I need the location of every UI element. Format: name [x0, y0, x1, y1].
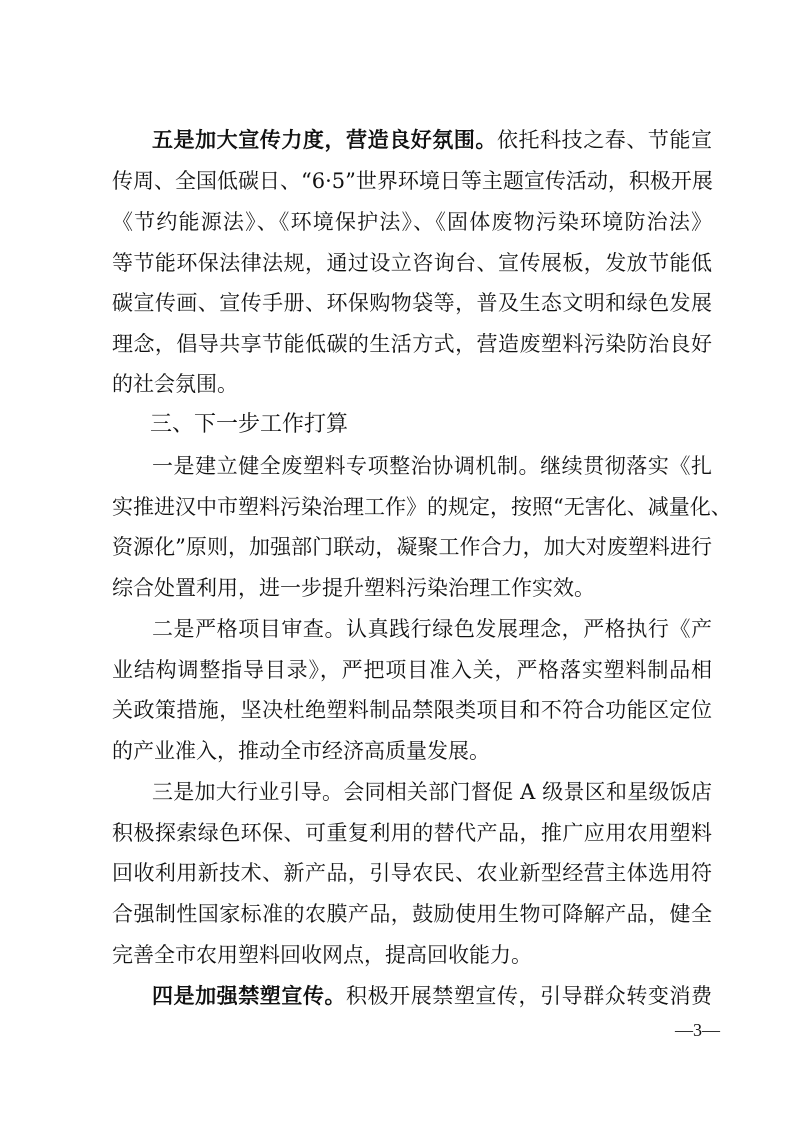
paragraph-line: 合强制性国家标准的农膜产品，鼓励使用生物可降解产品，健全	[112, 902, 712, 926]
section-heading: 三、下一步工作打算	[150, 412, 349, 437]
paragraph-text: 依托科技之春、节能宣	[496, 128, 713, 152]
paragraph-line: 综合处置利用，进一步提升塑料污染治理工作实效。	[112, 576, 595, 600]
paragraph-line: 《节约能源法》、《环境保护法》、《固体废物污染环境防治法》	[112, 210, 712, 234]
paragraph-lead: 四是加强禁塑宣传。	[152, 983, 347, 1008]
paragraph-line: 二是严格项目审查。认真践行绿色发展理念，严格执行《产	[152, 617, 712, 641]
paragraph-line: 的产业准入，推动全市经济高质量发展。	[112, 739, 490, 763]
paragraph-line: 关政策措施，坚决杜绝塑料制品禁限类项目和不符合功能区定位	[112, 698, 712, 722]
paragraph-line: 三是加大行业引导。会同相关部门督促 A 级景区和星级饭店	[152, 780, 712, 804]
paragraph-line: 碳宣传画、宣传手册、环保购物袋等，普及生态文明和绿色发展	[112, 291, 712, 315]
paragraph-lead: 五是加大宣传力度，营造良好氛围。	[152, 127, 497, 152]
paragraph-line: 实推进汉中市塑料污染治理工作》的规定，按照“无害化、减量化、	[112, 495, 732, 519]
page-number: —3—	[675, 1020, 720, 1040]
paragraph-line: 理念，倡导共享节能低碳的生活方式，营造废塑料污染防治良好	[112, 332, 712, 356]
paragraph-line: 等节能环保法律法规，通过设立咨询台、宣传展板，发放节能低	[112, 251, 712, 275]
paragraph-line: 完善全市农用塑料回收网点，提高回收能力。	[112, 943, 532, 967]
paragraph-line: 的社会氛围。	[112, 372, 238, 396]
paragraph-line	[152, 120, 712, 160]
paragraph-line	[152, 976, 712, 1016]
paragraph-line: 传周、全国低碳日、“6·5”世界环境日等主题宣传活动，积极开展	[112, 169, 713, 193]
paragraph-line: 业结构调整指导目录》，严把项目准入关，严格落实塑料制品相	[112, 658, 712, 682]
paragraph-line: 回收利用新技术、新产品，引导农民、农业新型经营主体选用符	[112, 861, 712, 885]
paragraph-line: 积极探索绿色环保、可重复利用的替代产品，推广应用农用塑料	[112, 821, 712, 845]
paragraph-line: 资源化”原则，加强部门联动，凝聚工作合力，加大对废塑料进行	[112, 535, 712, 559]
paragraph-text: 积极开展禁塑宣传，引导群众转变消费	[346, 984, 713, 1008]
paragraph-line: 一是建立健全废塑料专项整治协调机制。继续贯彻落实《扎	[152, 454, 712, 478]
